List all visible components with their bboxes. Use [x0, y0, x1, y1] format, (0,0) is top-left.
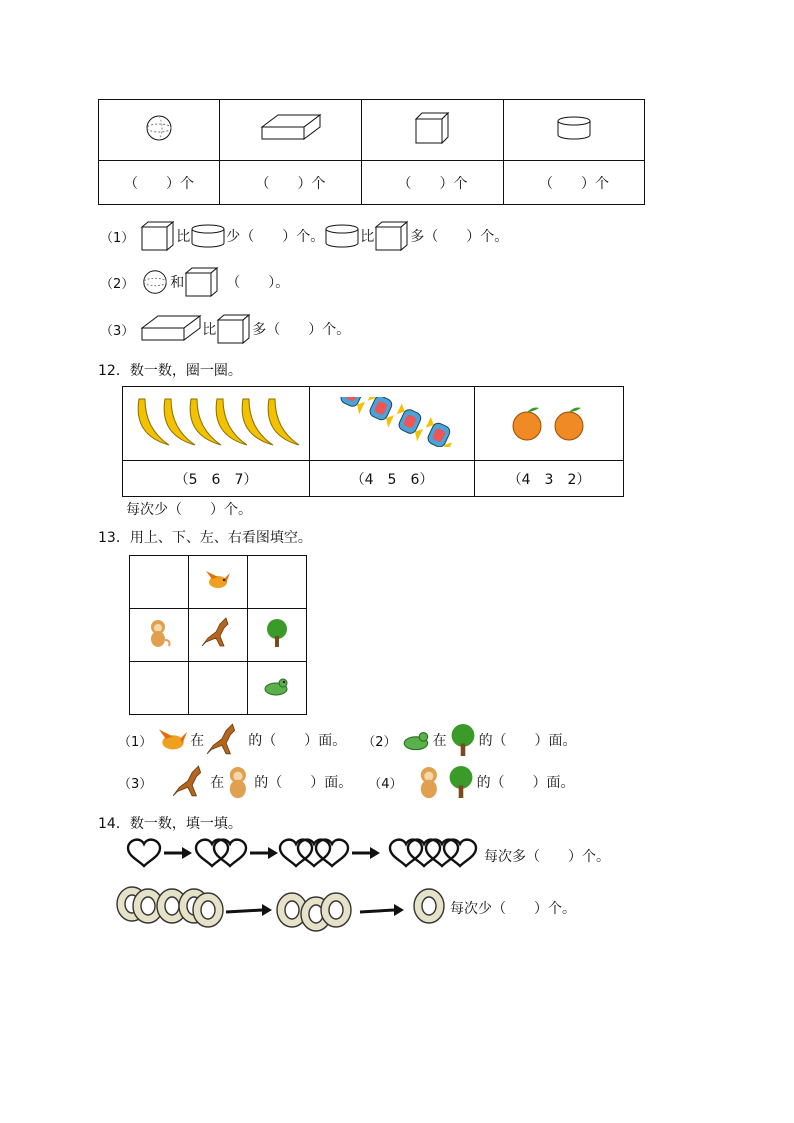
cylinder-icon	[190, 223, 226, 249]
sphere-count[interactable]: （ ）个	[99, 161, 220, 205]
circle-count-table	[122, 386, 624, 497]
candy-cell	[310, 387, 475, 461]
cylinder-icon	[556, 115, 592, 141]
cuboid-icon	[140, 314, 202, 344]
kangaroo-icon	[200, 616, 236, 650]
answer-blank[interactable]: 的（ ）面。	[478, 733, 577, 749]
rings-answer[interactable]: 每次少（ ）个。	[450, 901, 576, 917]
monkey-icon	[146, 618, 172, 648]
cylinder-count[interactable]: （ ）个	[504, 161, 645, 205]
answer-blank[interactable]: 的（ ）面。	[254, 775, 353, 791]
sphere-icon	[143, 112, 175, 144]
cube-icon	[374, 220, 410, 252]
grid-cell	[189, 609, 248, 662]
answer-blank[interactable]: 少（ ）个。	[226, 229, 325, 245]
cube-count[interactable]: （ ）个	[362, 161, 504, 205]
kangaroo-icon	[170, 764, 210, 800]
answer-blank[interactable]: 的（ ）面。	[476, 775, 575, 791]
grid-cell	[130, 662, 189, 715]
frog-icon	[262, 675, 292, 697]
bird-icon	[156, 727, 190, 753]
rings-sequence	[116, 884, 446, 936]
shape-count-table	[98, 99, 645, 205]
answer-blank[interactable]: （ ）。	[226, 275, 290, 291]
cube-icon	[140, 220, 176, 252]
frog-icon	[401, 728, 433, 752]
banana-cell	[123, 387, 310, 461]
question-13-title: 13．用上、下、左、右看图填空。	[98, 530, 312, 546]
position-question-1: （1） 在 的（ ）面。 （2） 在 的（ ）面。	[118, 722, 577, 758]
hearts-sequence	[126, 838, 482, 870]
cube-icon	[216, 313, 252, 345]
monkey-icon	[415, 764, 445, 800]
candy-icon	[327, 397, 457, 447]
candy-options[interactable]: （4 5 6）	[310, 461, 475, 497]
orange-options[interactable]: （4 3 2）	[475, 461, 624, 497]
cuboid-icon	[260, 113, 322, 143]
cylinder-cell	[504, 100, 645, 161]
banana-icon	[131, 395, 301, 449]
orange-icon	[507, 402, 591, 442]
cube-cell	[362, 100, 504, 161]
shape-question-1: （1） 比 少（ ）个。 比 多（ ）个。	[100, 220, 508, 252]
position-question-2: （3） 在 的（ ）面。 （4） 的（ ）面。	[118, 764, 575, 800]
grid-cell	[189, 662, 248, 715]
orange-cell	[475, 387, 624, 461]
cube-icon	[414, 111, 452, 145]
cuboid-count[interactable]: （ ）个	[220, 161, 362, 205]
question-14-title: 14．数一数，填一填。	[98, 816, 242, 832]
sphere-cell	[99, 100, 220, 161]
shape-question-3: （3） 比 多（ ）个。	[100, 313, 350, 345]
position-grid	[129, 555, 307, 715]
kangaroo-icon	[204, 722, 244, 758]
cuboid-cell	[220, 100, 362, 161]
grid-cell	[248, 556, 307, 609]
tree-icon	[447, 722, 479, 758]
grid-cell	[130, 556, 189, 609]
sphere-icon	[140, 267, 170, 297]
tree-icon	[263, 618, 291, 648]
cube-icon	[184, 266, 220, 298]
cylinder-icon	[324, 223, 360, 249]
answer-blank[interactable]: 的（ ）面。	[248, 733, 347, 749]
hearts-answer[interactable]: 每次多（ ）个。	[484, 849, 610, 865]
grid-cell	[130, 609, 189, 662]
banana-options[interactable]: （5 6 7）	[123, 461, 310, 497]
monkey-icon	[224, 764, 254, 800]
answer-blank[interactable]: 多（ ）个。	[252, 322, 351, 338]
shape-question-2: （2） 和 （ ）。	[100, 266, 289, 298]
question-12-title: 12．数一数，圈一圈。	[98, 363, 242, 379]
grid-cell	[248, 662, 307, 715]
grid-cell	[248, 609, 307, 662]
bird-icon	[204, 569, 232, 591]
answer-blank[interactable]: 多（ ）个。	[410, 229, 509, 245]
tree-icon	[445, 764, 477, 800]
question-12-footer[interactable]: 每次少（ ）个。	[126, 502, 252, 518]
grid-cell	[189, 556, 248, 609]
